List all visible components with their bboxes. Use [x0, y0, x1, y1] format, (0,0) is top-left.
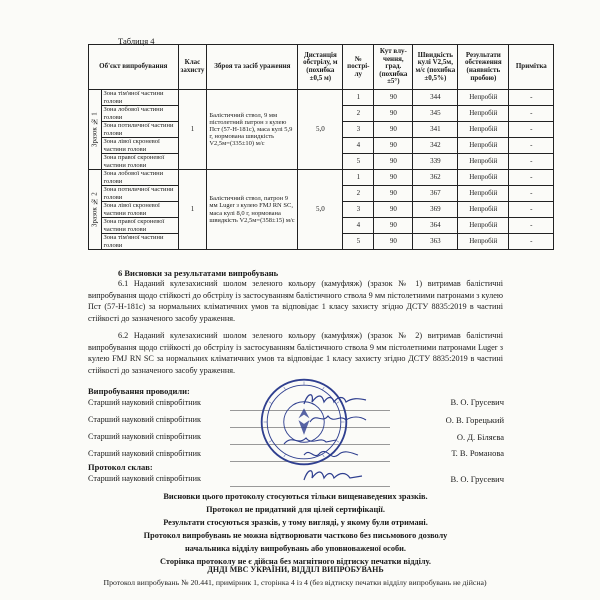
- result-cell: Непробій: [458, 122, 509, 138]
- footer-organization: ДНДІ МВС УКРАЇНИ, ВІДДІЛ ВИПРОБУВАНЬ: [207, 565, 384, 574]
- header-shot: № пострі-лу: [343, 45, 374, 90]
- note-cell: -: [509, 186, 554, 202]
- note-cell: -: [509, 170, 554, 186]
- tester-role: Старший науковий співробітник: [88, 415, 202, 424]
- shot-cell: 3: [343, 202, 374, 218]
- shot-cell: 1: [343, 90, 374, 106]
- header-angle: Кут влу-чення, град. (похибка ±5°): [374, 45, 413, 90]
- conclusion-paragraph-2: [88, 330, 503, 376]
- tester-role: Старший науковий співробітник: [88, 432, 202, 441]
- conclusion-text: 6.2 Наданий кулезахисний шолом зеленого кольору (камуфляж) (зразок № 2) витримав балістичні випробування щодо стійкості до обстрілу із застосуванням балістичного ствола 9 мм пістолетними патронами Luger з кулею FMJ RN SC за нормальних кліматичних умов та відповідає 1 класу захисту згідно ДСТУ 8835:2019 в частині стійкості до зазначеного засобу ураження.: [88, 331, 503, 375]
- angle-cell: 90: [374, 186, 413, 202]
- final-note: Протокол не придатний для цілей сертифікації.: [206, 505, 385, 514]
- angle-cell: 90: [374, 138, 413, 154]
- note-cell: -: [509, 106, 554, 122]
- note-cell: -: [509, 90, 554, 106]
- note-cell: -: [509, 202, 554, 218]
- section-title: 6 Висновки за результатами випробувань: [118, 268, 279, 278]
- angle-cell: 90: [374, 154, 413, 170]
- header-weapon: Зброя та засіб ураження: [207, 45, 298, 90]
- conclusion-paragraph-1: [88, 278, 503, 324]
- result-cell: Непробій: [458, 234, 509, 250]
- compiled-heading: Протокол склав:: [88, 462, 153, 472]
- final-note: начальника відділу випробувань або уповноваженої особи.: [185, 544, 406, 553]
- shot-cell: 1: [343, 170, 374, 186]
- result-cell: Непробій: [458, 202, 509, 218]
- signature-2: [306, 410, 370, 428]
- header-object: Об'єкт випробування: [89, 45, 179, 90]
- speed-cell: 344: [413, 90, 458, 106]
- note-cell: -: [509, 154, 554, 170]
- header-result: Результати обстеження (наявність пробою): [458, 45, 509, 90]
- final-note: Результати стосуються зразків, у тому вигляді, у якому були отримані.: [163, 518, 428, 527]
- speed-cell: 364: [413, 218, 458, 234]
- angle-cell: 90: [374, 170, 413, 186]
- zone-cell: Зона потиличної частини голови: [101, 186, 178, 202]
- final-notes: [88, 490, 503, 568]
- zone-cell: Зона тім'яної частини голови: [101, 90, 178, 106]
- angle-cell: 90: [374, 122, 413, 138]
- result-cell: Непробій: [458, 138, 509, 154]
- table-row: [89, 90, 554, 106]
- zone-cell: Зона лобової частини голови: [101, 170, 178, 186]
- speed-cell: 367: [413, 186, 458, 202]
- distance-cell: 5,0: [298, 90, 343, 170]
- shot-cell: 3: [343, 122, 374, 138]
- signature-1: [300, 388, 370, 410]
- result-cell: Непробій: [458, 218, 509, 234]
- footer-protocol: Протокол випробувань № 20.441, примірник 1, сторінка 4 із 4 (без відтиску печатки відділу випробувань не дійсна): [103, 578, 487, 587]
- result-cell: Непробій: [458, 154, 509, 170]
- table-row: [89, 170, 554, 186]
- angle-cell: 90: [374, 90, 413, 106]
- angle-cell: 90: [374, 218, 413, 234]
- tester-name: Т. В. Романова: [451, 448, 504, 458]
- class-cell: 1: [178, 90, 207, 170]
- speed-cell: 345: [413, 106, 458, 122]
- result-cell: Непробій: [458, 186, 509, 202]
- shot-cell: 2: [343, 106, 374, 122]
- compiler-role: Старший науковий співробітник: [88, 474, 202, 483]
- zone-cell: Зона лівої скроневої частини голови: [101, 138, 178, 154]
- header-class: Клас захисту: [178, 45, 207, 90]
- zone-cell: Зона правої скроневої частини голови: [101, 218, 178, 234]
- tester-role: Старший науковий співробітник: [88, 449, 202, 458]
- angle-cell: 90: [374, 106, 413, 122]
- distance-cell: 5,0: [298, 170, 343, 250]
- angle-cell: 90: [374, 234, 413, 250]
- speed-cell: 339: [413, 154, 458, 170]
- conclusion-text: 6.1 Наданий кулезахисний шолом зеленого кольору (камуфляж) (зразок № 1) витримав балістичні випробування щодо стійкості до обстрілу із застосуванням балістичного ствола 9 мм пістолетними патронами з кулею Пст (57-Н-181с) за нормальних кліматичних умов та відповідає 1 класу захисту згідно ДСТУ 8835:2019 в частині стійкості до зазначеного засобу ураження.: [88, 279, 503, 323]
- signature-line: [230, 486, 390, 487]
- zone-cell: Зона тім'яної частини голови: [101, 234, 178, 250]
- table-header-row: [89, 45, 554, 90]
- angle-cell: 90: [374, 202, 413, 218]
- result-cell: Непробій: [458, 90, 509, 106]
- shot-cell: 5: [343, 234, 374, 250]
- zone-cell: Зона лобової частини голови: [101, 106, 178, 122]
- tester-name: В. О. Грусевич: [450, 397, 504, 407]
- result-cell: Непробій: [458, 170, 509, 186]
- speed-cell: 369: [413, 202, 458, 218]
- shot-cell: 4: [343, 218, 374, 234]
- conducted-heading: Випробування проводили:: [88, 386, 190, 396]
- note-cell: -: [509, 138, 554, 154]
- signature-5: [300, 464, 366, 486]
- tester-name: О. Д. Біляєва: [456, 432, 504, 442]
- object-sample-2: Зразок № 2: [89, 170, 102, 250]
- note-cell: -: [509, 218, 554, 234]
- result-cell: Непробій: [458, 106, 509, 122]
- object-sample-1: Зразок № 1: [89, 90, 102, 170]
- shot-cell: 4: [343, 138, 374, 154]
- note-cell: -: [509, 234, 554, 250]
- speed-cell: 363: [413, 234, 458, 250]
- zone-cell: Зона правої скроневої частини голови: [101, 154, 178, 170]
- speed-cell: 341: [413, 122, 458, 138]
- zone-cell: Зона лівої скроневої частини голови: [101, 202, 178, 218]
- tester-name: О. В. Горецький: [445, 415, 504, 425]
- header-speed: Швидкість кулі V2,5м, м/с (похибка ±0,5%): [413, 45, 458, 90]
- tester-role: Старший науковий співробітник: [88, 398, 202, 407]
- header-note: Примітка: [509, 45, 554, 90]
- class-cell: 1: [178, 170, 207, 250]
- weapon-cell: Балістичний ствол, 9 мм пістолетний патрон з кулею Пст (57-Н-181с), маса кулі 5,9 г, нормована швидкість V2,5м=(335±10) м/с: [207, 90, 298, 170]
- speed-cell: 342: [413, 138, 458, 154]
- shot-cell: 5: [343, 154, 374, 170]
- table-caption: Таблиця 4: [118, 36, 155, 46]
- compiler-name: В. О. Грусевич: [450, 474, 504, 484]
- final-note: Протокол випробувань не можна відтворювати частково без письмового дозволу: [143, 531, 448, 540]
- final-note: Висновки цього протоколу стосуються тільки вищенаведених зразків.: [163, 492, 428, 501]
- header-distance: Дистанція обстрілу, м (похибка ±0,5 м): [298, 45, 343, 90]
- speed-cell: 362: [413, 170, 458, 186]
- weapon-cell: Балістичний ствол, патрон 9 мм Luger з кулею FMJ RN SC, маса кулі 8,0 г, нормована швидкість V2,5м=(358±15) м/с: [207, 170, 298, 250]
- signature-4: [300, 445, 362, 463]
- note-cell: -: [509, 122, 554, 138]
- zone-cell: Зона потиличної частини голови: [101, 122, 178, 138]
- shot-cell: 2: [343, 186, 374, 202]
- test-results-table: [88, 44, 554, 250]
- final-note: Сторінка протоколу не є дійсна без магнітного відтиску печатки відділу.: [160, 557, 431, 566]
